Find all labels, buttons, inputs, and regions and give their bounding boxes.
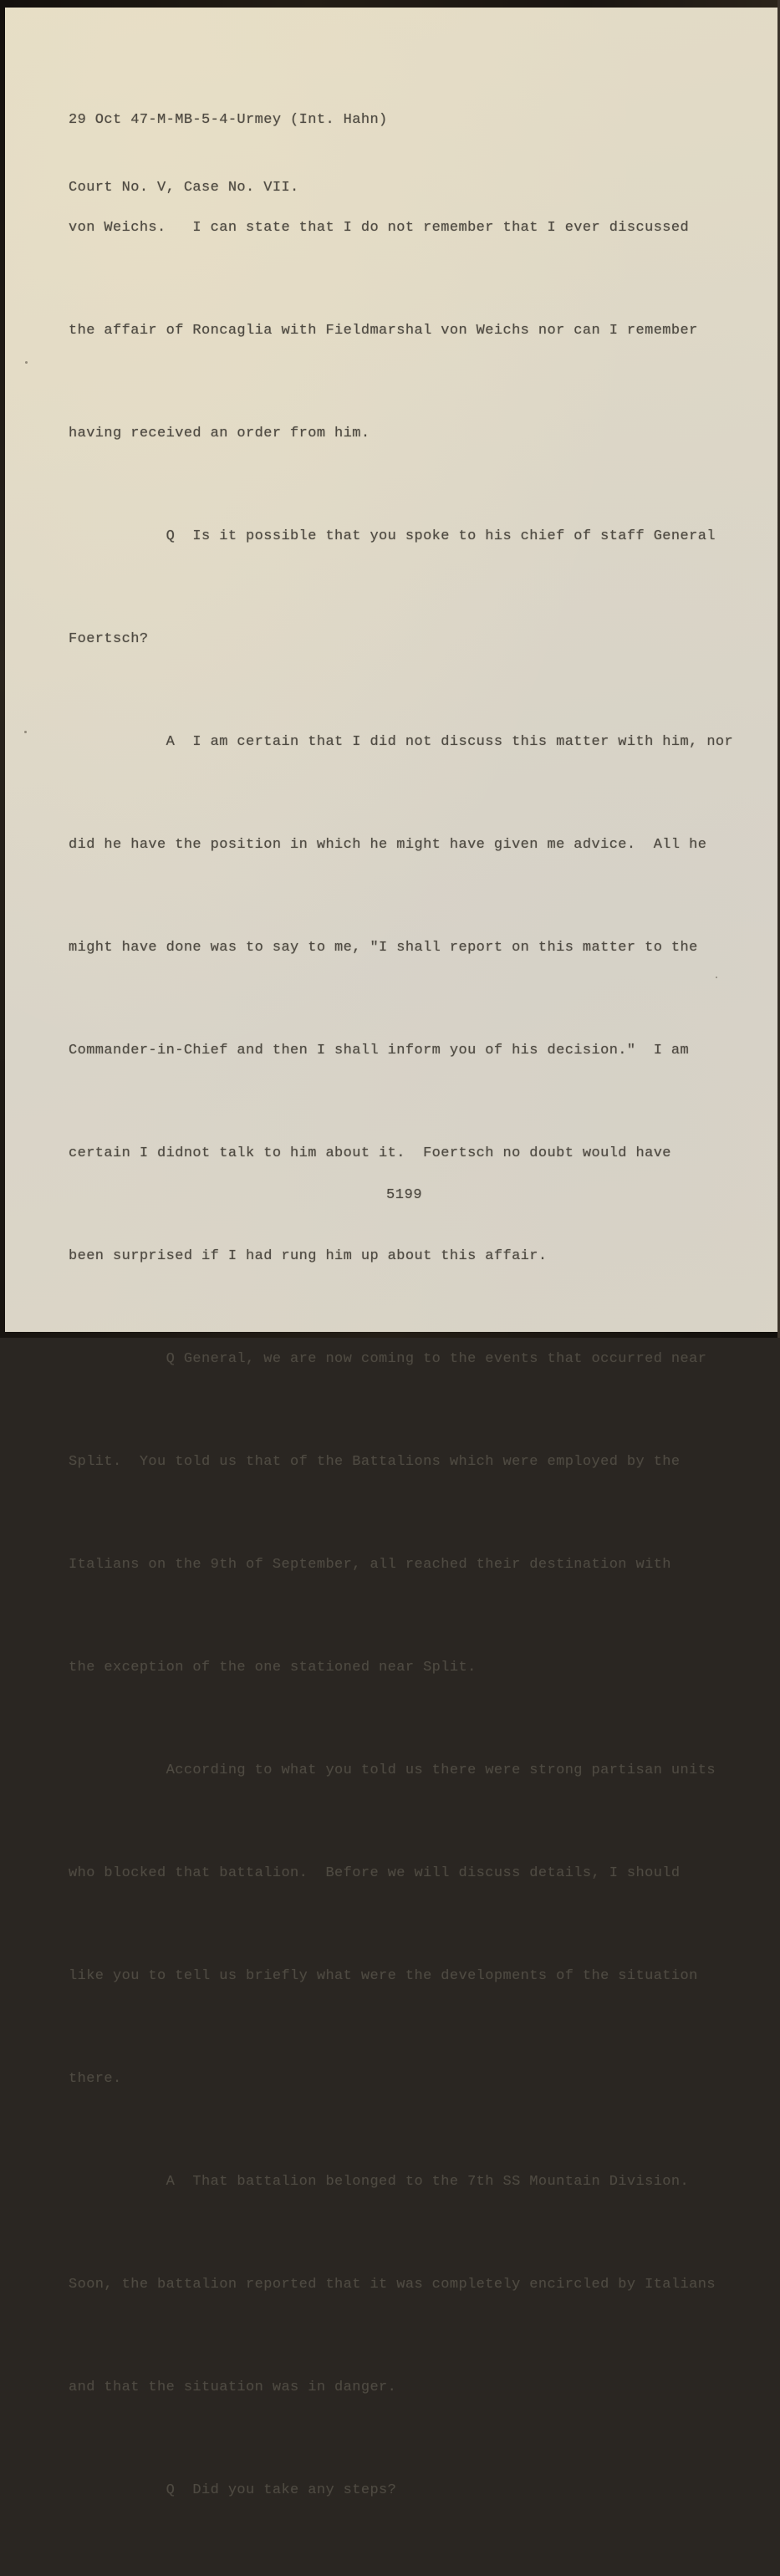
transcript-line: having received an order from him. — [69, 426, 370, 441]
transcript-body — [69, 142, 733, 2576]
scan-edge-left — [0, 0, 5, 1338]
transcript-line: certain I didnot talk to him about it. Foertsch no doubt would have — [69, 1145, 671, 1161]
paper-speck — [25, 361, 28, 364]
transcript-line: did he have the position in which he might have given me advice. All he — [69, 837, 707, 853]
transcript-line: who blocked that battalion. Before we will discuss details, I should — [69, 1865, 681, 1881]
transcript-line: von Weichs. I can state that I do not remember that I ever discussed — [69, 220, 690, 236]
transcript-line: and that the situation was in danger. — [69, 2380, 397, 2395]
transcript-line: Italians on the 9th of September, all reached their destination with — [69, 1557, 671, 1573]
transcript-line: like you to tell us briefly what were the developments of the situation — [69, 1968, 698, 1984]
transcript-line: Q Is it possible that you spoke to his chief of staff General — [69, 528, 716, 544]
transcript-line: might have done was to say to me, "I shall report on this matter to the — [69, 940, 698, 956]
transcript-line: Split. You told us that of the Battalions which were employed by the — [69, 1454, 681, 1470]
transcript-line: According to what you told us there were strong partisan units — [69, 1762, 716, 1778]
page-number: 5199 — [386, 1187, 423, 1203]
transcript-line: the affair of Roncaglia with Fieldmarshal von Weichs nor can I remember — [69, 323, 698, 339]
scan-edge-bottom — [0, 1332, 780, 1338]
transcript-line: Foertsch? — [69, 631, 149, 647]
paper-speck — [24, 731, 27, 733]
header-court-case-line: Court No. V, Case No. VII. — [69, 180, 299, 196]
transcript-line: there. — [69, 2071, 122, 2087]
transcript-line: Q General, we are now coming to the events that occurred near — [69, 1351, 707, 1367]
transcript-line: Soon, the battalion reported that it was completely encircled by Italians — [69, 2277, 716, 2293]
transcript-line: the exception of the one stationed near Split. — [69, 1660, 477, 1676]
transcript-line: A I am certain that I did not discuss this matter with him, nor — [69, 734, 734, 750]
header-docket-line: 29 Oct 47-M-MB-5-4-Urmey (Int. Hahn) — [69, 112, 388, 128]
paper-speck — [716, 977, 717, 978]
scan-edge-top — [0, 0, 780, 8]
transcript-line: Commander-in-Chief and then I shall inform you of his decision." I am — [69, 1043, 690, 1058]
transcript-line: been surprised if I had rung him up about this affair. — [69, 1248, 548, 1264]
transcript-line: Q Did you take any steps? — [69, 2482, 397, 2498]
transcript-line: A That battalion belonged to the 7th SS Mountain Division. — [69, 2174, 690, 2190]
